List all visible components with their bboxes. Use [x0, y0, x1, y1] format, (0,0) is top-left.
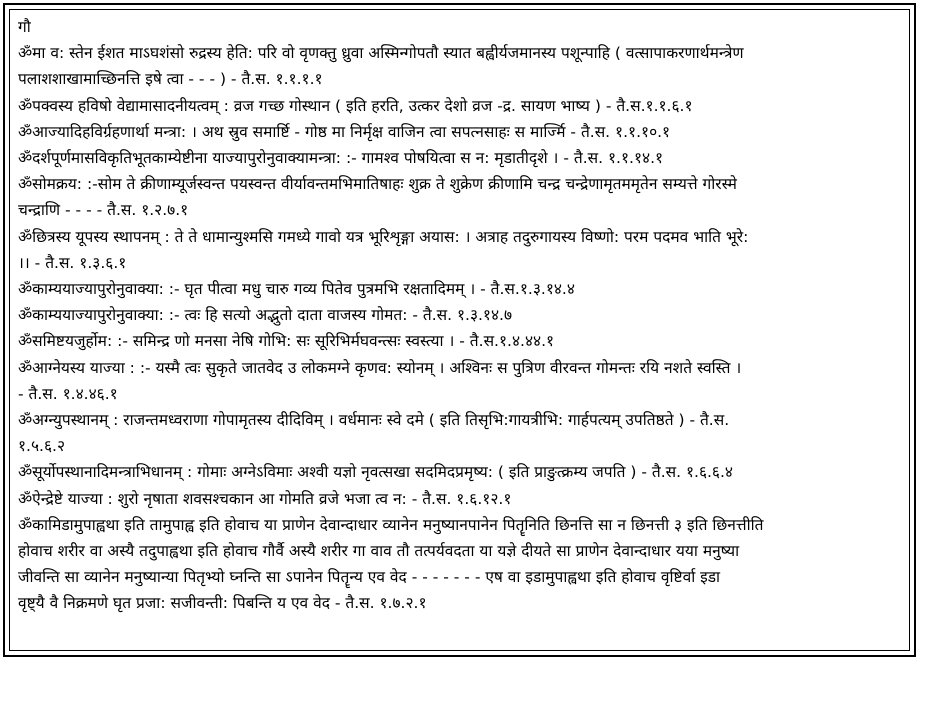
text-line: पलाशशाखामाच्छिनत्ति इषे त्वा - - - ) - तै.स. १.१.१.१	[18, 70, 323, 89]
heading-go: गौ	[18, 18, 31, 36]
document-frame	[3, 3, 916, 657]
text-panel	[9, 9, 910, 651]
text-line: ॐसोमक्रय: :-सोम ते क्रीणाम्यूर्जस्वन्त पयस्वन्त वीर्यावन्तमभिमातिषाहः शुक्र ते शुक्रेण क्रीणामि चन्द्र चन्द्रेणामृतममृतेन सम्यत्ते गोरस्मे	[18, 175, 737, 194]
text-line: ॐछित्रस्य यूपस्य स्थापनम् : ते ते धामान्युश्मसि गमध्ये गावो यत्र भूरिशृङ्गा अयास: । अत्राह तदुरुगायस्य विष्णो: परम पदमव भाति भूरे:	[18, 227, 749, 246]
text-line: ॐआग्नेयस्य याज्या : :- यस्मै त्वः सुकृते जातवेद उ लोकमग्ने कृणव: स्योनम् । अश्विनः स पुत्रिण वीरवन्त गोमन्तः रयि नशते स्वस्ति ।	[18, 358, 742, 377]
text-line: जीवन्ति सा व्यानेन मनुष्यान्या पितृभ्यो घ्नन्ति सा ऽपानेन पितॄन्य एव वेद - - - - - - - एष वा इडामुपाह्वथा इति होवाच वृष्टिर्वा इडा	[18, 568, 721, 587]
text-line: ॐदर्शपूर्णमासविकृतिभूतकाम्येष्टीना याज्यापुरोनुवाक्यामन्त्रा: :- गामश्व पोषयित्वा स न: मृडातीदृशे । - तै.स. १.१.१४.१	[18, 149, 664, 168]
text-line: ॐकाम्ययाज्यापुरोनुवाक्या: :- घृत पीत्वा मधु चारु गव्य पितेव पुत्रमभि रक्षतादिमम् । - तै.स.१.३.१४.४	[18, 280, 575, 299]
text-line: १.५.६.२	[18, 437, 66, 456]
text-line: ॐसूर्योपस्थानादिमन्त्राभिधानम् : गोमाः अग्नेऽविमाः अश्वी यज्ञो नृवत्सखा सदमिदप्रमृष्य: ( इति प्राङुत्क्रम्य जपति ) - तै.स. १.६.६.४	[18, 463, 733, 482]
text-line: ।। - तै.स. १.३.६.१	[18, 253, 127, 272]
text-line: - तै.स. १.४.४६.१	[18, 384, 118, 403]
text-line: ॐमा व: स्तेन ईशत माऽघशंसो रुद्रस्य हेति: परि वो वृणक्तु ध्रुवा अस्मिन्गोपतौ स्यात बह्वीर्यजमानस्य पशून्पाहि ( वत्सापाकरणार्थमन्त्रेण	[18, 44, 744, 63]
text-line: ॐआज्यादिहविर्ग्रहणार्था मन्त्रा: । अथ स्रुव समार्ष्टि - गोष्ठ मा निर्मृक्ष वाजिन त्वा सपत्नसाहः स मार्ज्मि - तै.स. १.१.१०.१	[18, 122, 671, 141]
text-line: ॐपक्वस्य हविषो वेद्यामासादनीयत्वम् : व्रज गच्छ गोस्थान ( इति हरति, उत्कर देशो व्रज -द्र. सायण भाष्य ) - तै.स.१.१.६.१	[18, 96, 693, 115]
text-line: होवाच शरीर वा अस्यै तदुपाह्वथा इति होवाच गौर्वै अस्यै शरीर गा वाव तौ तत्पर्यवदता या यज्ञे दीयते सा प्राणेन देवान्दाधार यया मनुष्या	[18, 542, 740, 561]
text-line: ॐकाम्ययाज्यापुरोनुवाक्या: :- त्वः हि सत्यो अद्भुतो दाता वाजस्य गोमत: - तै.स. १.३.१४.७	[18, 306, 513, 325]
text-line: ॐसमिष्टयजुर्होम: :- समिन्द्र णो मनसा नेषि गोभि: सः सूरिभिर्मघवन्त्सः स्वस्त्या । - तै.स.१.४.४४.१	[18, 332, 555, 351]
text-line: वृष्ट्यै वै निक्रमणे घृत प्रजा: सजीवन्ती: पिबन्ति य एव वेद - तै.स. १.७.२.१	[18, 594, 427, 613]
text-line: ॐऐन्द्रेष्टे याज्या : शुरो नृषाता शवसश्चकान आ गोमति व्रजे भजा त्व न: - तै.स. १.६.१२.१	[18, 489, 512, 508]
text-line: ॐकामिडामुपाह्वथा इति तामुपाह्व इति होवाच या प्राणेन देवान्दाधार व्यानेन मनुष्यानपानेन पितॄनिति छिनत्ति सा न छिनत्ती ३ इति छिनत्तीति	[18, 515, 764, 534]
text-line: ॐअग्न्युपस्थानम् : राजन्तमध्वराणा गोपामृतस्य दीदिविम् । वर्धमानः स्वे दमे ( इति तिसृभि:गायत्रीभि: गार्हपत्यम् उपतिष्ठते ) - तै.स.	[18, 411, 730, 430]
text-line: चन्द्राणि - - - - तै.स. १.२.७.१	[18, 201, 189, 220]
